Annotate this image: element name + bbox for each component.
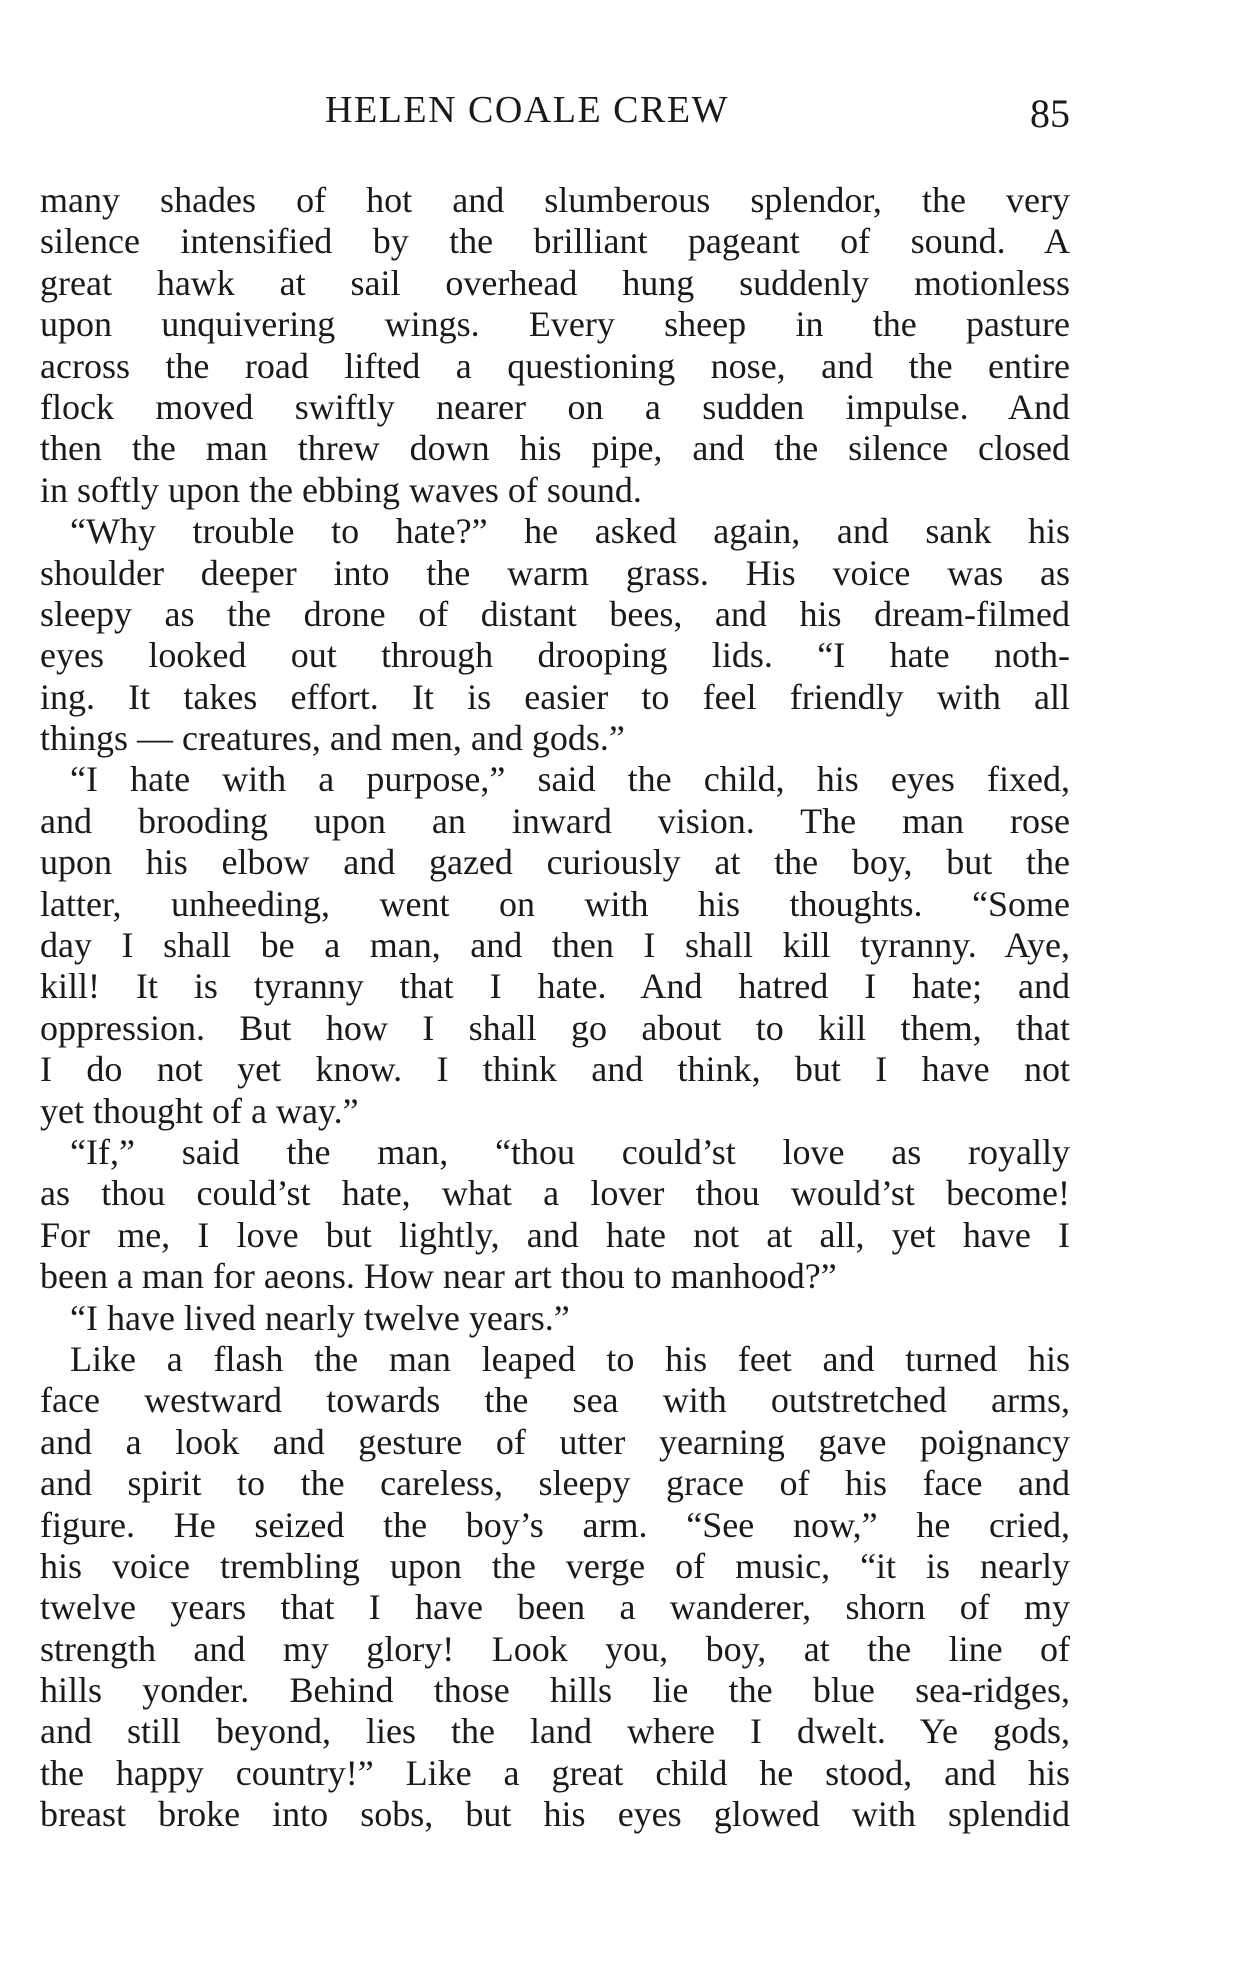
- text-line: across the road lifted a questioning nose, and the entire: [40, 345, 1070, 386]
- text-line: as thou could’st hate, what a lover thou would’st become!: [40, 1173, 1070, 1214]
- text-line: “Why trouble to hate?” he asked again, and sank his: [70, 511, 1070, 552]
- text-line: latter, unheeding, went on with his thoughts. “Some: [40, 883, 1070, 924]
- text-line: upon his elbow and gazed curiously at the boy, but the: [40, 842, 1070, 883]
- text-line: his voice trembling upon the verge of music, “it is nearly: [40, 1545, 1070, 1586]
- text-line: been a man for aeons. How near art thou to manhood?”: [40, 1256, 837, 1297]
- text-line: and still beyond, lies the land where I dwelt. Ye gods,: [40, 1711, 1070, 1752]
- page-number: 85: [1030, 91, 1070, 136]
- text-line: breast broke into sobs, but his eyes glowed with splendid: [40, 1794, 1070, 1835]
- text-line: the happy country!” Like a great child he stood, and his: [40, 1752, 1070, 1793]
- text-line: “I have lived nearly twelve years.”: [70, 1297, 570, 1338]
- text-line: upon unquivering wings. Every sheep in the pasture: [40, 304, 1070, 345]
- text-line: flock moved swiftly nearer on a sudden impulse. And: [40, 386, 1070, 427]
- text-line: then the man threw down his pipe, and the silence closed: [40, 428, 1070, 469]
- text-line: and brooding upon an inward vision. The man rose: [40, 800, 1070, 841]
- text-line: shoulder deeper into the warm grass. His voice was as: [40, 552, 1070, 593]
- text-line: many shades of hot and slumberous splendor, the very: [40, 180, 1070, 220]
- text-line: face westward towards the sea with outstretched arms,: [40, 1380, 1070, 1421]
- body-text: [40, 180, 1070, 1836]
- text-line: strength and my glory! Look you, boy, at the line of: [40, 1628, 1070, 1669]
- text-line: and spirit to the careless, sleepy grace of his face and: [40, 1463, 1070, 1504]
- text-line: great hawk at sail overhead hung suddenly motionless: [40, 262, 1070, 303]
- text-line: figure. He seized the boy’s arm. “See now,” he cried,: [40, 1504, 1070, 1545]
- text-line: and a look and gesture of utter yearning gave poignancy: [40, 1421, 1070, 1462]
- text-line: day I shall be a man, and then I shall kill tyranny. Aye,: [40, 925, 1070, 966]
- text-line: twelve years that I have been a wanderer, shorn of my: [40, 1587, 1070, 1628]
- page-header: [40, 88, 1070, 148]
- text-line: Like a flash the man leaped to his feet and turned his: [70, 1338, 1070, 1379]
- text-line: I do not yet know. I think and think, but I have not: [40, 1049, 1070, 1090]
- text-line: For me, I love but lightly, and hate not at all, yet have I: [40, 1214, 1070, 1255]
- text-line: in softly upon the ebbing waves of sound.: [40, 469, 642, 510]
- text-line: “I hate with a purpose,” said the child, his eyes fixed,: [70, 759, 1070, 800]
- text-line: silence intensified by the brilliant pageant of sound. A: [40, 221, 1070, 262]
- text-line: “If,” said the man, “thou could’st love as royally: [70, 1131, 1070, 1172]
- text-line: things — creatures, and men, and gods.”: [40, 718, 625, 759]
- text-line: ing. It takes effort. It is easier to feel friendly with all: [40, 676, 1070, 717]
- text-line: oppression. But how I shall go about to kill them, that: [40, 1007, 1070, 1048]
- text-line: kill! It is tyranny that I hate. And hatred I hate; and: [40, 966, 1070, 1007]
- text-line: eyes looked out through drooping lids. “I hate noth-: [40, 635, 1070, 676]
- text-line: hills yonder. Behind those hills lie the blue sea-ridges,: [40, 1670, 1070, 1711]
- text-line: sleepy as the drone of distant bees, and his dream-filmed: [40, 593, 1070, 634]
- running-head: HELEN COALE CREW: [325, 89, 729, 131]
- text-line: yet thought of a way.”: [40, 1090, 359, 1131]
